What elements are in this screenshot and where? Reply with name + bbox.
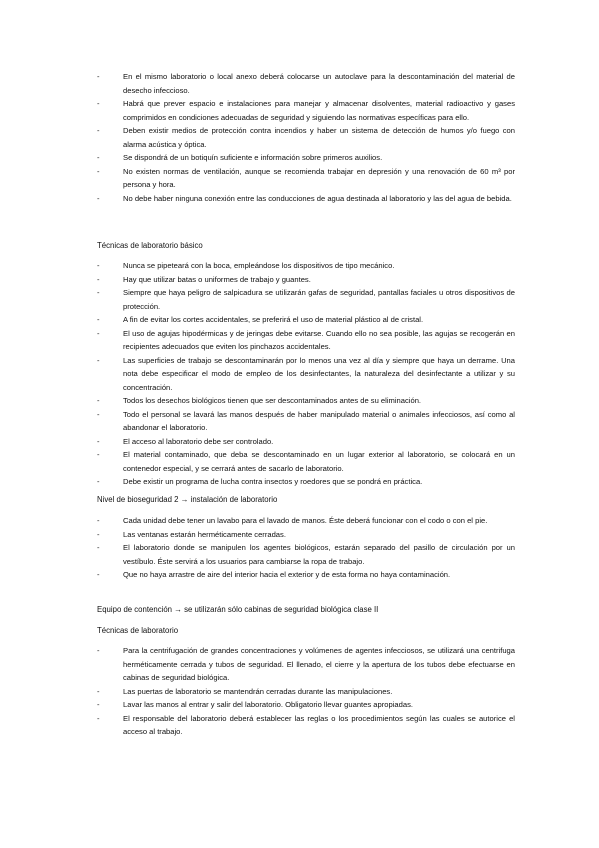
list-item: - El uso de agujas hipodérmicas y de jeringas debe evitarse. Cuando ello no sea posible, las agujas se recogerán en recipientes adecuados que eviten los pinchazos accidentales.: [97, 327, 515, 354]
list-item: - Siempre que haya peligro de salpicadura se utilizarán gafas de seguridad, pantallas faciales u otros dispositivos de protección.: [97, 286, 515, 313]
bullet-list-basic-techniques: [97, 259, 515, 489]
section-heading-biosafety-level-2: Nivel de bioseguridad 2 → instalación de laboratorio: [97, 495, 278, 504]
list-item: - Hay que utilizar batas o uniformes de trabajo y guantes.: [97, 273, 515, 287]
list-item: - Debe existir un programa de lucha contra insectos y roedores que se pondrá en práctica.: [97, 475, 515, 489]
list-item: - Todo el personal se lavará las manos después de haber manipulado material o animales infecciosos, así como al abandonar el laboratorio.: [97, 408, 515, 435]
list-item: - Las puertas de laboratorio se mantendrán cerradas durante las manipulaciones.: [97, 685, 515, 699]
bullet-list-installations: [97, 70, 515, 205]
list-item: - Las ventanas estarán herméticamente cerradas.: [97, 528, 515, 542]
list-item: - Todos los desechos biológicos tienen que ser descontaminados antes de su eliminación.: [97, 394, 515, 408]
section-heading-containment-equipment: Equipo de contención → se utilizarán sólo cabinas de seguridad biológica clase II: [97, 605, 379, 614]
bullet-list-level-2: [97, 514, 515, 582]
list-item: - Nunca se pipeteará con la boca, empleándose los dispositivos de tipo mecánico.: [97, 259, 515, 273]
list-item: - No existen normas de ventilación, aunque se recomienda trabajar en depresión y una renovación de 60 m³ por persona y hora.: [97, 165, 515, 192]
list-item: - El responsable del laboratorio deberá establecer las reglas o los procedimientos según las cuales se autorice el acceso al trabajo.: [97, 712, 515, 739]
list-item: - Para la centrifugación de grandes concentraciones y volúmenes de agentes infecciosos, se utilizará una centrifuga herméticamente cerrada y tubos de seguridad. El llenado, el cierre y la apertura de los tubos debe efectuarse en cabinas de seguridad biológica.: [97, 644, 515, 685]
bullet-list-lab-techniques: [97, 644, 515, 739]
list-item: - El laboratorio donde se manipulen los agentes biológicos, estarán separado del pasillo de circulación por un vestíbulo. Éste servirá a los usuarios para cambiarse la ropa de trabajo.: [97, 541, 515, 568]
list-item: - Lavar las manos al entrar y salir del laboratorio. Obligatorio llevar guantes apropiadas.: [97, 698, 515, 712]
list-item: - Deben existir medios de protección contra incendios y haber un sistema de detección de humos y/o fuego con alarma acústica y óptica.: [97, 124, 515, 151]
list-item: - Que no haya arrastre de aire del interior hacia el exterior y de esta forma no haya contaminación.: [97, 568, 515, 582]
section-heading-basic-techniques: Técnicas de laboratorio básico: [97, 241, 203, 250]
list-item: - Se dispondrá de un botiquín suficiente e información sobre primeros auxilios.: [97, 151, 515, 165]
list-item: - El material contaminado, que deba se descontaminado en un lugar exterior al laboratorio, se colocará en un contenedor especial, y se cerrará antes de sacarlo de laboratorio.: [97, 448, 515, 475]
list-item: - El acceso al laboratorio debe ser controlado.: [97, 435, 515, 449]
list-item: - No debe haber ninguna conexión entre las conducciones de agua destinada al laboratorio y las del agua de bebida.: [97, 192, 515, 206]
section-heading-lab-techniques: Técnicas de laboratorio: [97, 626, 179, 635]
list-item: - Cada unidad debe tener un lavabo para el lavado de manos. Éste deberá funcionar con el codo o con el pie.: [97, 514, 515, 528]
list-item: - Las superficies de trabajo se descontaminarán por lo menos una vez al día y siempre que haya un derrame. Una nota debe especificar el modo de empleo de los desinfectantes, la naturaleza del desinfectante a utilizar y su concentración.: [97, 354, 515, 395]
list-item: - En el mismo laboratorio o local anexo deberá colocarse un autoclave para la descontaminación del material de desecho infeccioso.: [97, 70, 515, 97]
list-item: - A fin de evitar los cortes accidentales, se preferirá el uso de material plástico al de cristal.: [97, 313, 515, 327]
list-item: - Habrá que prever espacio e instalaciones para manejar y almacenar disolventes, material radioactivo y gases comprimidos en condiciones adecuadas de seguridad y siguiendo las normativas específicas para ello.: [97, 97, 515, 124]
